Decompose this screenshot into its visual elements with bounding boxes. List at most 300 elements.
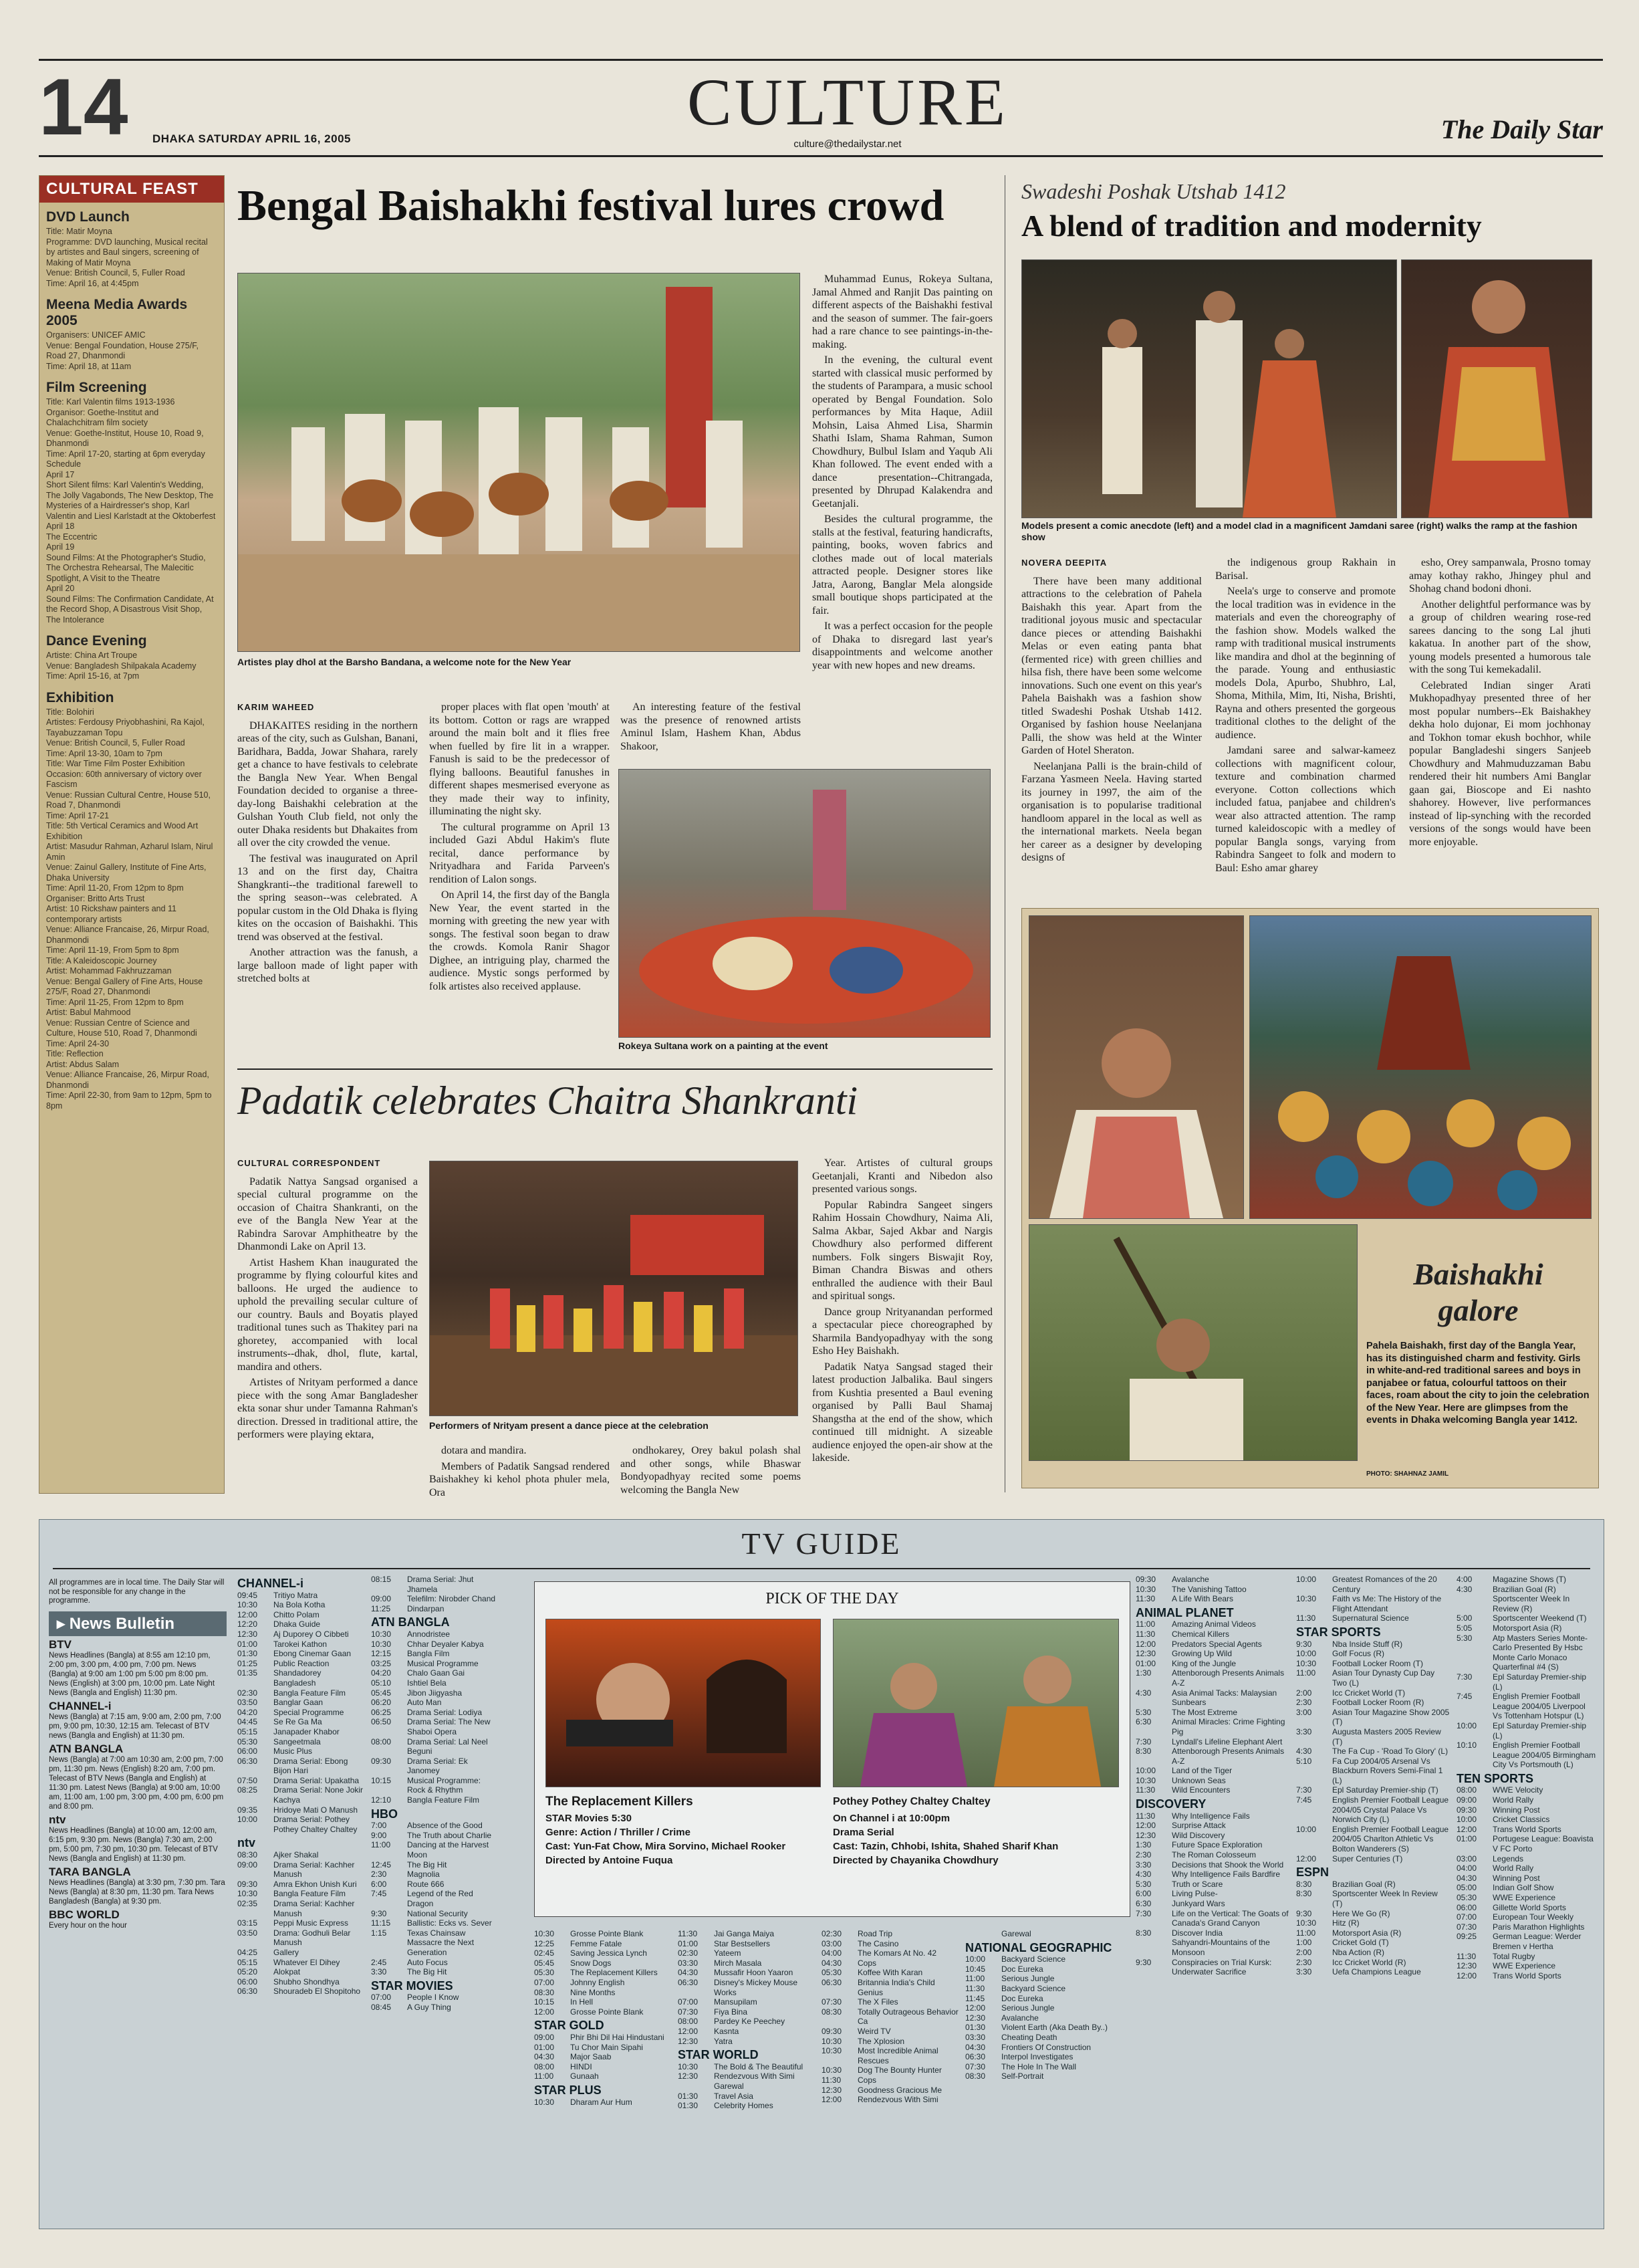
tv-listing-show: Mansupilam <box>714 1997 757 2007</box>
tv-listing-show: Asian Tour Magazine Show 2005 (T) <box>1332 1707 1450 1727</box>
tv-listing-show: Growing Up Wild <box>1172 1649 1233 1659</box>
tv-listing-row <box>371 1756 498 1776</box>
tv-listing-show: The Big Hit <box>407 1859 447 1869</box>
tv-listing-time: 06:00 <box>1457 1902 1477 1912</box>
tv-channel-name: ESPN <box>1296 1865 1330 1880</box>
tv-listing-row <box>237 1948 364 1958</box>
article2-paragraph: Year. Artistes of cultural groups Geetanjali, Kranti and Nibedon also presented various songs. <box>812 1157 993 1195</box>
tv-listing-row <box>822 2085 959 2095</box>
tv-listing-row <box>1296 1668 1450 1688</box>
tv-listing-time: 12:30 <box>1136 1830 1156 1840</box>
tv-listing-row <box>1296 1854 1450 1864</box>
tv-listing-time: 09:30 <box>371 1756 392 1766</box>
tv-listing-row <box>1457 1912 1597 1922</box>
tv-listing-time: 06:20 <box>371 1698 392 1708</box>
tv-listing-row <box>371 1594 498 1604</box>
tv-listing-time: 1:15 <box>371 1928 387 1938</box>
sidebar-listing: Venue: Zainul Gallery, Institute of Fine Arts, Dhaka University <box>46 863 207 883</box>
tv-listing-show: Chitto Polam <box>273 1609 320 1619</box>
tv-listing-show: Attenborough Presents Animals A-Z <box>1172 1746 1285 1766</box>
tv-listing-row <box>822 2027 959 2037</box>
section-email: culture@thedailystar.net <box>793 138 902 150</box>
tv-listing-show: Ballistic: Ecks vs. Sever <box>407 1918 492 1928</box>
news-channel-name: CHANNEL-i <box>49 1699 112 1712</box>
galore-photo-masks <box>1249 915 1592 1219</box>
tv-listing-row <box>534 2007 671 2017</box>
tv-listing-time: 12:15 <box>371 1649 392 1659</box>
tv-listing-show: Backyard Science <box>1001 1954 1066 1964</box>
tv-listing-show: Motorsport Asia (R) <box>1493 1623 1562 1633</box>
tv-listing-row <box>822 2007 959 2027</box>
article2-paragraph: Members of Padatik Sangsad rendered Baishakhey ki kehol phota phuler mela, Ora <box>429 1460 610 1498</box>
tv-listing-time: 10:30 <box>822 2036 842 2046</box>
tv-listing-time: 2:00 <box>1296 1688 1312 1698</box>
article1-col1-text <box>237 719 418 986</box>
tv-listing-row <box>965 1974 1129 1984</box>
tv-listing-time: 07:00 <box>371 1993 392 2003</box>
tv-listing-row <box>1136 1850 1289 1860</box>
sidebar-listing: Time: April 11-25, From 12pm to 8pm <box>46 997 184 1007</box>
tv-listing-show: Living Pulse- <box>1172 1889 1218 1899</box>
tv-listing-time: 10:15 <box>534 1997 555 2007</box>
tv-listing-show: The Xplosion <box>858 2036 905 2046</box>
tv-listing-show: Football Locker Room (T) <box>1332 1658 1424 1668</box>
news-bulletin-icon: ▸ <box>57 1614 70 1633</box>
tv-listing-time: 06:30 <box>965 2052 986 2062</box>
tv-listing-time: 10:10 <box>1457 1740 1477 1750</box>
tv-listing-time: 09:30 <box>822 2026 842 2036</box>
tv-listing-show: Auto Man <box>407 1698 442 1708</box>
tv-listing-row <box>1296 1594 1450 1613</box>
tv-listing-time: 07:30 <box>822 1997 842 2007</box>
painting-photo-caption: Rokeya Sultana work on a painting at the event <box>618 1040 828 1051</box>
tv-listing-row <box>534 2052 671 2062</box>
tv-listing-show: Texas Chainsaw Massacre the Next Generation <box>407 1928 475 1957</box>
tv-listing-row <box>1296 1880 1450 1890</box>
tv-listing-time: 07:00 <box>678 1997 699 2007</box>
tv-listing-show: Wild Discovery <box>1172 1830 1225 1840</box>
tv-listing-show: Gallery <box>273 1947 299 1957</box>
tv-channel-name: CHANNEL-i <box>237 1577 303 1590</box>
tv-listing-time: 12:00 <box>237 1609 258 1619</box>
tv-listing-time: 5:05 <box>1457 1623 1473 1633</box>
tv-listing-time: 12:25 <box>534 1938 555 1948</box>
tv-listing-time: 11:30 <box>1296 1613 1316 1623</box>
tv-channel-name: HBO <box>371 1807 398 1821</box>
sidebar-header: CULTURAL FEAST <box>39 176 224 203</box>
tv-listing-time <box>1136 1938 1172 1957</box>
tv-channel-name: TEN SPORTS <box>1457 1771 1534 1785</box>
article1-byline: KARIM WAHEED <box>237 702 315 712</box>
tv-channel-name: ATN BANGLA <box>371 1615 450 1629</box>
tv-listing-row <box>1136 1746 1289 1766</box>
tv-listing-row <box>237 1918 364 1928</box>
tv-listing-time: 03:00 <box>822 1938 842 1948</box>
tv-listing-show: Predators Special Agents <box>1172 1639 1262 1649</box>
tv-listing-row <box>237 1717 364 1727</box>
tv-listing-show: Augusta Masters 2005 Review (T) <box>1332 1726 1441 1746</box>
tv-channel-name: STAR PLUS <box>534 2083 602 2097</box>
tv-listing-row <box>1457 1575 1597 1585</box>
tv-listing-show: Sahyandri-Mountains of the Monsoon <box>1172 1938 1270 1957</box>
tv-listing-row <box>1136 1821 1289 1831</box>
tv-listing-time: 02:35 <box>237 1899 258 1908</box>
tv-listing-row <box>1136 1880 1289 1890</box>
pick-left-line4: Directed by Antoine Fuqua <box>545 1855 673 1866</box>
tv-listing-time <box>965 1929 1001 1939</box>
masthead-date: DHAKA SATURDAY APRIL 16, 2005 <box>152 132 351 145</box>
tv-listing-show: English Premier Football League 2004/05 Crystal Palace Vs Norwich City (L) <box>1332 1795 1449 1825</box>
sidebar-listing: Venue: Bangladesh Shilpakala Academy <box>46 661 197 671</box>
tv-listing-time: 01:30 <box>678 2101 699 2111</box>
tv-listing-show: Cops <box>858 1958 877 1968</box>
tv-listing-show: WWE Experience <box>1493 1893 1556 1902</box>
tv-listing-row <box>371 1604 498 1614</box>
sidebar-listing: Artist: 10 Rickshaw painters and 11 contemporary artists <box>46 904 177 924</box>
tv-listing-row <box>371 1967 498 1977</box>
tv-listing-row <box>1457 1863 1597 1874</box>
tv-listing-show: Football Locker Room (R) <box>1332 1698 1424 1708</box>
tv-listing-show: Animal Miracles: Crime Fighting Pig <box>1172 1717 1285 1736</box>
tv-listing-time: 04:00 <box>1457 1863 1477 1874</box>
tv-listing-time: 01:30 <box>237 1649 258 1659</box>
tv-listing-show: Drama Serial: Ebong Bijon Hari <box>273 1756 348 1776</box>
tv-listing-time: 8:30 <box>1296 1879 1312 1889</box>
tv-listing-show: Sportscenter Weekend (T) <box>1493 1613 1587 1623</box>
tv-listing-show: Asia Animal Tacks: Malaysian Sunbears <box>1172 1688 1277 1708</box>
article3-col1 <box>1021 556 1202 907</box>
tv-listing-show: Uefa Champions League <box>1332 1967 1421 1977</box>
news-channel-schedule: Every hour on the hour <box>49 1921 127 1930</box>
fashion-comic-illustration <box>1022 260 1396 518</box>
tv-listing-row <box>237 1899 364 1918</box>
tv-listing-show: Cops <box>858 2075 877 2085</box>
tv-listing-time: 2:45 <box>371 1957 387 1967</box>
tv-listing-time: 10:30 <box>822 2065 842 2075</box>
tv-listing-time: 10:30 <box>237 1889 258 1899</box>
tv-listing-row <box>1457 1740 1597 1770</box>
tv-listing-row <box>237 1860 364 1880</box>
galore-photo-musicians <box>1029 1224 1358 1461</box>
tv-listing-row <box>1296 1708 1450 1727</box>
tv-listing-time: 09:30 <box>237 1879 258 1889</box>
article2-paragraph: Padatik Nattya Sangsad organised a special cultural programme on the occasion of Chaitra Shankranti, on the eve of the Bangla New Year at the Rabindra Sarovar Amphitheatre by the Dhanmondi Lake on April 13. <box>237 1175 418 1252</box>
tv-listing-show: Grosse Pointe Blank <box>570 2007 644 2017</box>
tv-listing-time: 02:45 <box>534 1948 555 1958</box>
tv-listing-show: Sportscenter Week In Review (R) <box>1493 1594 1570 1613</box>
tv-listing-time: 05:45 <box>371 1688 392 1698</box>
tv-listing-show: Nba Action (R) <box>1332 1947 1385 1957</box>
pick-right-line3: Cast: Tazin, Chhobi, Ishita, Shahed Sharif Khan <box>833 1841 1059 1852</box>
tv-listing-row <box>371 1649 498 1659</box>
tv-listing-row <box>371 1737 498 1756</box>
tv-listing-show: Amra Ekhon Unish Kuri <box>273 1879 357 1889</box>
tv-listing-row <box>965 2023 1129 2033</box>
tv-listing-row <box>237 1958 364 1968</box>
tv-listing-show: Ebong Cinemar Gaan <box>273 1649 352 1659</box>
article3-kicker: Swadeshi Poshak Utshab 1412 <box>1021 179 1286 203</box>
tv-listing-show: Phir Bhi Dil Hai Hindustani <box>570 2032 664 2042</box>
tv-listing-show: Doc Eureka <box>1001 1993 1043 2003</box>
tv-listing-row <box>1136 1594 1289 1604</box>
article2-paragraph: dotara and mandira. <box>441 1445 527 1456</box>
tv-listing-row <box>1296 1659 1450 1669</box>
article3-paragraph: esho, Orey sampanwala, Prosno tomay amay kothay rakho, Jhingey phul and Shohag chand bodoni dhoni. <box>1409 557 1591 594</box>
tv-listing-row <box>678 2017 815 2027</box>
tv-listing-show: Dhaka Guide <box>273 1619 321 1629</box>
tv-listing-row <box>371 1909 498 1919</box>
tv-listing-row <box>1136 1639 1289 1650</box>
tv-listing-time: 03:50 <box>237 1698 258 1708</box>
tv-listing-show: World Rally <box>1493 1863 1534 1874</box>
tv-listing-row <box>1136 1831 1289 1841</box>
tv-listing-time: 06:30 <box>822 1977 842 1987</box>
sidebar-body <box>39 203 224 1113</box>
tv-listing-time: 10:15 <box>371 1775 392 1785</box>
tv-col8 <box>1296 1575 1450 2220</box>
tv-listing-show: Brazilian Goal (R) <box>1332 1879 1396 1889</box>
tv-listing-row <box>1296 1688 1450 1698</box>
tv-listing-show: Epl Saturday Premier-ship (L) <box>1493 1720 1587 1740</box>
sidebar-listing: Time: April 24-30 <box>46 1038 110 1048</box>
tv-listing-show: Self-Portrait <box>1001 2071 1044 2081</box>
sidebar-listing: The Eccentric <box>46 532 98 542</box>
tv-listing-row <box>1136 1649 1289 1659</box>
tv-listing-time: 12:00 <box>678 2026 699 2036</box>
article3-paragraph: Neela's urge to conserve and promote the local tradition was in evidence in the materials and even the choreography of the fashion show. Models walked the ramp with traditional musical instruments like mandira and dhol at the beginning of the parade. Young and enthusiastic models Dola, Apurbo, Shubhro, Lal, Shoma, Mithila, Mim, Iti, Nisha, Brishti, Rayna and others presented the gorgeous traditional clothes to the delight of the audience. <box>1215 586 1396 741</box>
tv-listing-time: 06:50 <box>371 1717 392 1727</box>
article2-byline: CULTURAL CORRESPONDENT <box>237 1158 381 1168</box>
tv-listing-show: Dancing at the Harvest Moon <box>407 1840 489 1860</box>
tv-listing-time: 6:30 <box>1136 1717 1152 1727</box>
tv-listing-row <box>237 1977 364 1987</box>
tv-listing-row <box>965 2052 1129 2062</box>
tv-listing-time: 5:30 <box>1457 1633 1473 1643</box>
tv-listing-time: 09:00 <box>1457 1795 1477 1805</box>
tv-listing-show: The Casino <box>858 1938 899 1948</box>
tv-listing-time: 10:30 <box>534 2097 555 2107</box>
tv-listing-show: The Komars At No. 42 <box>858 1948 937 1958</box>
tv-listing-time: 11:30 <box>678 1929 698 1938</box>
tv-listing-row <box>237 1928 364 1948</box>
tv-listing-row <box>1136 1860 1289 1870</box>
tv-listing-row <box>1457 1805 1597 1815</box>
tv-listing-row <box>371 1575 498 1594</box>
tv-listing-time: 5:30 <box>1136 1707 1152 1717</box>
tv-listing-row <box>1136 1776 1289 1786</box>
tv-listing-show: Icc Cricket World (T) <box>1332 1688 1406 1698</box>
tv-listing-show: Epl Saturday Premier-ship (L) <box>1493 1672 1587 1692</box>
tv-listing-row <box>237 1756 364 1776</box>
tv-listing-show: Hridoye Mati O Manush <box>273 1805 358 1815</box>
tv-listing-show: Lyndall's Lifeline Elephant Alert <box>1172 1736 1283 1746</box>
tv-listing-show: Cricket Classics <box>1493 1815 1550 1825</box>
tv-listing-time: 04:30 <box>678 1968 699 1978</box>
sidebar-listing: Artist: Masudur Rahman, Azharul Islam, Nirul Amin <box>46 842 213 862</box>
tv-listing-show: Avalanche <box>1172 1575 1209 1584</box>
tv-listing-row <box>1296 1649 1450 1659</box>
sidebar-listing: Venue: British Council, 5, Fuller Road <box>46 738 185 748</box>
tv-listing-row <box>1296 1698 1450 1708</box>
tv-listing-row <box>237 1698 364 1708</box>
tv-listing-time: 11:00 <box>1136 1619 1156 1629</box>
tv-listing-show: Drama Serial: Upakatha <box>273 1775 360 1785</box>
tv-listing-show: Why Intelligence Fails <box>1172 1811 1250 1821</box>
tv-listing-show: Chemical Killers <box>1172 1629 1230 1639</box>
tv-listing-time: 04:20 <box>237 1707 258 1717</box>
tv-listing-row <box>371 1717 498 1736</box>
tv-listing-show: Johnny English <box>570 1977 625 1987</box>
tv-listing-time: 07:50 <box>237 1775 258 1785</box>
sidebar-listing: Time: April 17-21 <box>46 810 110 820</box>
sidebar-listing: Time: April 11-19, From 5pm to 8pm <box>46 945 179 955</box>
tv-listing-show: Gunaah <box>570 2071 599 2081</box>
tv-listing-row <box>1136 1909 1289 1928</box>
article1-paragraph: It was a perfect occasion for the people of Dhaka to disregard last year's disappointments and welcome another year with new hopes and new dreams. <box>812 620 993 671</box>
tv-listing-time: 7:45 <box>1457 1692 1473 1702</box>
tv-listing-show: Golf Focus (R) <box>1332 1649 1385 1659</box>
sidebar-listing: Artistes: Ferdousy Priyobhashini, Ra Kajol, Tayabuzzaman Topu <box>46 717 205 738</box>
tv-listing-time: 12:20 <box>237 1619 258 1629</box>
galore-title-line1: Baishakhi <box>1413 1257 1543 1291</box>
tv-listing-row <box>1457 1672 1597 1692</box>
tv-listing-time: 08:30 <box>822 2007 842 2017</box>
tv-listing-row <box>534 1978 671 1988</box>
tv-listing-time: 10:00 <box>1457 1720 1477 1730</box>
tv-listing-show: Cricket Gold (T) <box>1332 1938 1389 1948</box>
tv-listing-time: 01:35 <box>237 1668 258 1678</box>
article2-top-rule <box>237 1068 993 1070</box>
tv-listing-time: 10:30 <box>1136 1775 1156 1785</box>
sidebar-listing: Artist: Abdus Salam <box>46 1059 120 1069</box>
tv-listing-row <box>1457 1971 1597 1981</box>
tv-listing-time: 08:00 <box>1457 1785 1477 1795</box>
tv-listing-show: Trans World Sports <box>1493 1824 1561 1834</box>
tv-listing-show: Winning Post <box>1493 1873 1540 1883</box>
tv-listing-show: Nba Inside Stuff (R) <box>1332 1639 1403 1649</box>
sidebar-listing: Short Silent films: Karl Valentin's Wedding, The Jolly Vagabonds, The New Desktop, The Mysteries of a Hairdresser's shop, Karl Valentin and Liesl Karlstadt at the Oktoberfest <box>46 480 216 521</box>
article3-paragraph: There have been many additional attractions to the celebration of Pahela Baishakh this year. Apart from the traditional joyous music and spectacular dance pieces or attending Baishakhi Melas or even eating panta bhat (fermented rice) with green chillies and hilsa fish, there have been some welcome innovations. Such one event on this year's Pahela Baishakh was a fashion show titled Swadeshi Poshak Utshab 1412. Organised by fashion house Neelanjana Palli, the show was held at the Winter Garden of Hotel Sheraton. <box>1021 575 1202 756</box>
tv-listing-row <box>822 1958 959 1968</box>
tv-listing-show: Road Trip <box>858 1929 893 1938</box>
tv-listing-time: 08:00 <box>534 2061 555 2071</box>
singers-illustration <box>1029 916 1243 1218</box>
tv-listing-row <box>371 1860 498 1870</box>
tv-listing-row <box>237 1815 364 1834</box>
tv-listing-row <box>371 1688 498 1698</box>
tv-listing-row <box>371 1776 498 1795</box>
tv-listing-show: People I Know <box>407 1993 459 2003</box>
tv-channel-name: STAR MOVIES <box>371 1978 453 1993</box>
tv-listing-show: Magazine Shows (T) <box>1493 1575 1567 1584</box>
tv-listing-show: Wild Encounters <box>1172 1785 1231 1795</box>
tv-listing-show: Fa Cup 2004/05 Arsenal Vs Blackburn Rovers Semi-Final 1 (L) <box>1332 1756 1443 1785</box>
fashion-show-photo-right <box>1401 259 1592 518</box>
tv-listing-show: Total Rugby <box>1493 1951 1535 1961</box>
tv-listing-show: Drama Serial: Pothey Pothey Chaltey Chaltey <box>273 1815 358 1834</box>
tv-listing-show: Frontiers Of Construction <box>1001 2042 1092 2052</box>
tv-listing-row <box>1457 1825 1597 1835</box>
tv-listing-time: 3:30 <box>1296 1726 1312 1736</box>
tv-listing-row <box>371 1698 498 1708</box>
pick-right-line1: On Channel i at 10:00pm <box>833 1813 951 1824</box>
tv-listing-show: Yateem <box>714 1948 741 1958</box>
tv-listing-show: Dharam Aur Hum <box>570 2097 632 2107</box>
section-title: CULTURE <box>687 65 1008 139</box>
tv-listing-row <box>371 1668 498 1678</box>
tv-listing-time: 11:30 <box>1136 1785 1156 1795</box>
tv-listing-row <box>965 1984 1129 1994</box>
galore-text: Pahela Baishakh, first day of the Bangla Year, has its distinguished charm and festivity. Girls in white-and-red traditional sarees and boys in panjabee or fatua, colourful tattoos on their faces, roam about the city to join the celebration of the New Year. Here are glimpses from the events in Dhaka welcoming Bangla year 1412. <box>1366 1341 1590 1426</box>
tv-listing-show: Dindarpan <box>407 1603 445 1613</box>
tv-listing-time: 9:00 <box>371 1830 387 1840</box>
tv-listing-time: 10:45 <box>965 1964 986 1974</box>
tv-listing-row <box>1136 1629 1289 1639</box>
tv-listing-time: 10:30 <box>1296 1918 1317 1928</box>
tv-listing-row <box>1457 1785 1597 1795</box>
tv-listing-show: Public Reaction <box>273 1658 330 1668</box>
tv-listing-row <box>237 1659 364 1669</box>
tv-listing-time: 2:30 <box>1296 1698 1312 1708</box>
tv-listing-time: 12:30 <box>1457 1961 1477 1971</box>
tv-listing-time: 12:30 <box>678 2071 699 2081</box>
masthead <box>39 47 1603 160</box>
tv-listing-row <box>371 1889 498 1908</box>
tv-listing-show: Magnolia <box>407 1869 440 1880</box>
tv-listing-row <box>237 1610 364 1620</box>
sidebar-listing: April 20 <box>46 584 75 593</box>
tv-listing-row <box>822 2037 959 2047</box>
tv-listing-row <box>822 1948 959 1958</box>
tv-listing-show: Asian Tour Dynasty Cup Day Two (L) <box>1332 1668 1435 1688</box>
tv-listing-row <box>371 1831 498 1841</box>
tv-listing-show: Epl Saturday Premier-ship (T) <box>1332 1785 1438 1795</box>
tv-listing-row <box>1457 1585 1597 1595</box>
tv-listing-row <box>1136 1938 1289 1957</box>
tv-listing-row <box>371 1678 498 1688</box>
tv-listing-row <box>678 1997 815 2007</box>
tv-listing-show: Garewal <box>1001 1929 1031 1938</box>
cultural-feast-sidebar <box>39 175 225 1494</box>
fashion-show-photo-left <box>1021 259 1397 518</box>
tv-listing-row <box>371 1918 498 1928</box>
tv-listing-row <box>237 1688 364 1698</box>
tv-listing-time: 07:30 <box>678 2007 699 2017</box>
sidebar-listing: Artist: Mohammad Fakhruzzaman <box>46 966 172 976</box>
tv-listing-time: 4:00 <box>1457 1575 1473 1584</box>
tv-listing-row <box>237 1880 364 1890</box>
tv-listing-row <box>965 1994 1129 2004</box>
pothey-pothey-photo <box>833 1619 1119 1787</box>
tv-listing-row <box>678 2007 815 2017</box>
article1-paragraph: The festival was inaugurated on April 13 and on the first day, Chaitra Shangkranti--the traditional farewell to the spring season--was celebrated. A popular custom in the Old Dhaka is flying kites on the occasion of Baishakhi. This trend was observed at the festival. <box>237 853 418 943</box>
tv-listing-row <box>534 1939 671 1949</box>
tv-listing-row <box>822 1929 959 1939</box>
tv-listing-row <box>371 1840 498 1859</box>
tv-listing-row <box>534 2043 671 2053</box>
sidebar-listing: Time: April 17-20, starting at 6pm everyday <box>46 449 205 459</box>
tv-listing-show: Auto Focus <box>407 1957 448 1967</box>
tv-listing-row <box>237 1737 364 1747</box>
tv-listing-time: 05:30 <box>1457 1893 1477 1902</box>
tv-col4 <box>678 1929 815 2223</box>
tv-listing-row <box>1296 1727 1450 1746</box>
sidebar-listing: Time: April 11-20, From 12pm to 8pm <box>46 883 184 893</box>
tv-listing-show: HINDI <box>570 2061 592 2071</box>
tv-listing-time: 04:30 <box>534 2052 555 2062</box>
tv-listing-time: 09:30 <box>1457 1805 1477 1815</box>
pick-right-line2: Drama Serial <box>833 1827 894 1838</box>
